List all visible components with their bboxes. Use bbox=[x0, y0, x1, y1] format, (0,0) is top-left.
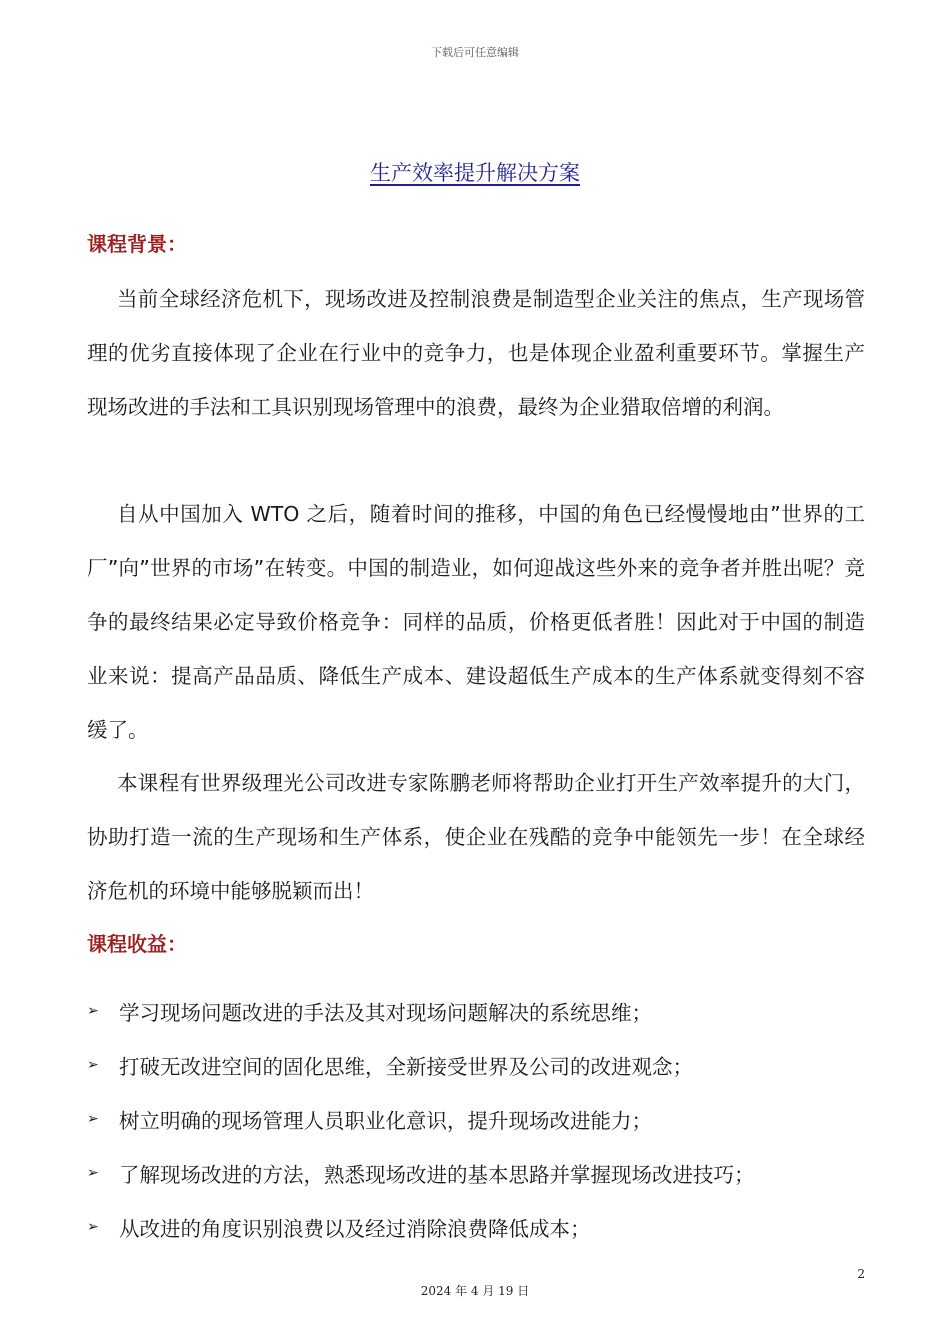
list-item bbox=[87, 1200, 865, 1254]
document-title: 生产效率提升解决方案 bbox=[370, 161, 580, 185]
paragraph-1: 当前全球经济危机下，现场改进及控制浪费是制造型企业关注的焦点，生产现场管理的优劣直接体现了企业在行业中的竞争力，也是体现企业盈利重要环节。掌握生产现场改进的手法和工具识别现场管理中的浪费，最终为企业猎取倍增的利润。 bbox=[87, 287, 865, 419]
page-footer-date: 2024 年 4 月 19 日 bbox=[420, 1284, 530, 1298]
list-item bbox=[87, 1146, 865, 1200]
arrow-bullet-icon: ➢ bbox=[87, 1057, 99, 1073]
list-item bbox=[87, 1038, 865, 1092]
list-item bbox=[87, 984, 865, 1038]
benefit-text: 打破无改进空间的固化思维，全新接受世界及公司的改进观念； bbox=[119, 1055, 693, 1079]
arrow-bullet-icon: ➢ bbox=[87, 1003, 99, 1019]
benefit-text: 学习现场问题改进的手法及其对现场问题解决的系统思维； bbox=[119, 1001, 652, 1025]
course-background-heading: 课程背景： bbox=[87, 232, 187, 256]
page-header-note: 下载后可任意编辑 bbox=[431, 46, 519, 59]
paragraph-2: 自从中国加入 WTO 之后，随着时间的推移，中国的角色已经慢慢地由”世界的工厂”向”世界的市场”在转变。中国的制造业，如何迎战这些外来的竞争者并胜出呢？竞争的最终结果必定导致价格竞争：同样的品质，价格更低者胜！因此对于中国的制造业来说：提高产品品质、降低生产成本、建设超低生产成本的生产体系就变得刻不容缓了。 bbox=[87, 502, 865, 742]
arrow-bullet-icon: ➢ bbox=[87, 1111, 99, 1127]
arrow-bullet-icon: ➢ bbox=[87, 1165, 99, 1181]
benefits-list bbox=[87, 984, 865, 1254]
arrow-bullet-icon: ➢ bbox=[87, 1219, 99, 1235]
paragraph-3: 本课程有世界级理光公司改进专家陈鹏老师将帮助企业打开生产效率提升的大门，协助打造一流的生产现场和生产体系，使企业在残酷的竞争中能领先一步！在全球经济危机的环境中能够脱颖而出！ bbox=[87, 771, 865, 903]
benefit-text: 了解现场改进的方法，熟悉现场改进的基本思路并掌握现场改进技巧； bbox=[119, 1163, 755, 1187]
list-item bbox=[87, 1092, 865, 1146]
page-number: 2 bbox=[857, 1267, 865, 1281]
benefit-text: 树立明确的现场管理人员职业化意识，提升现场改进能力； bbox=[119, 1109, 652, 1133]
course-benefits-heading: 课程收益： bbox=[87, 932, 187, 956]
benefit-text: 从改进的角度识别浪费以及经过消除浪费降低成本； bbox=[119, 1217, 591, 1241]
